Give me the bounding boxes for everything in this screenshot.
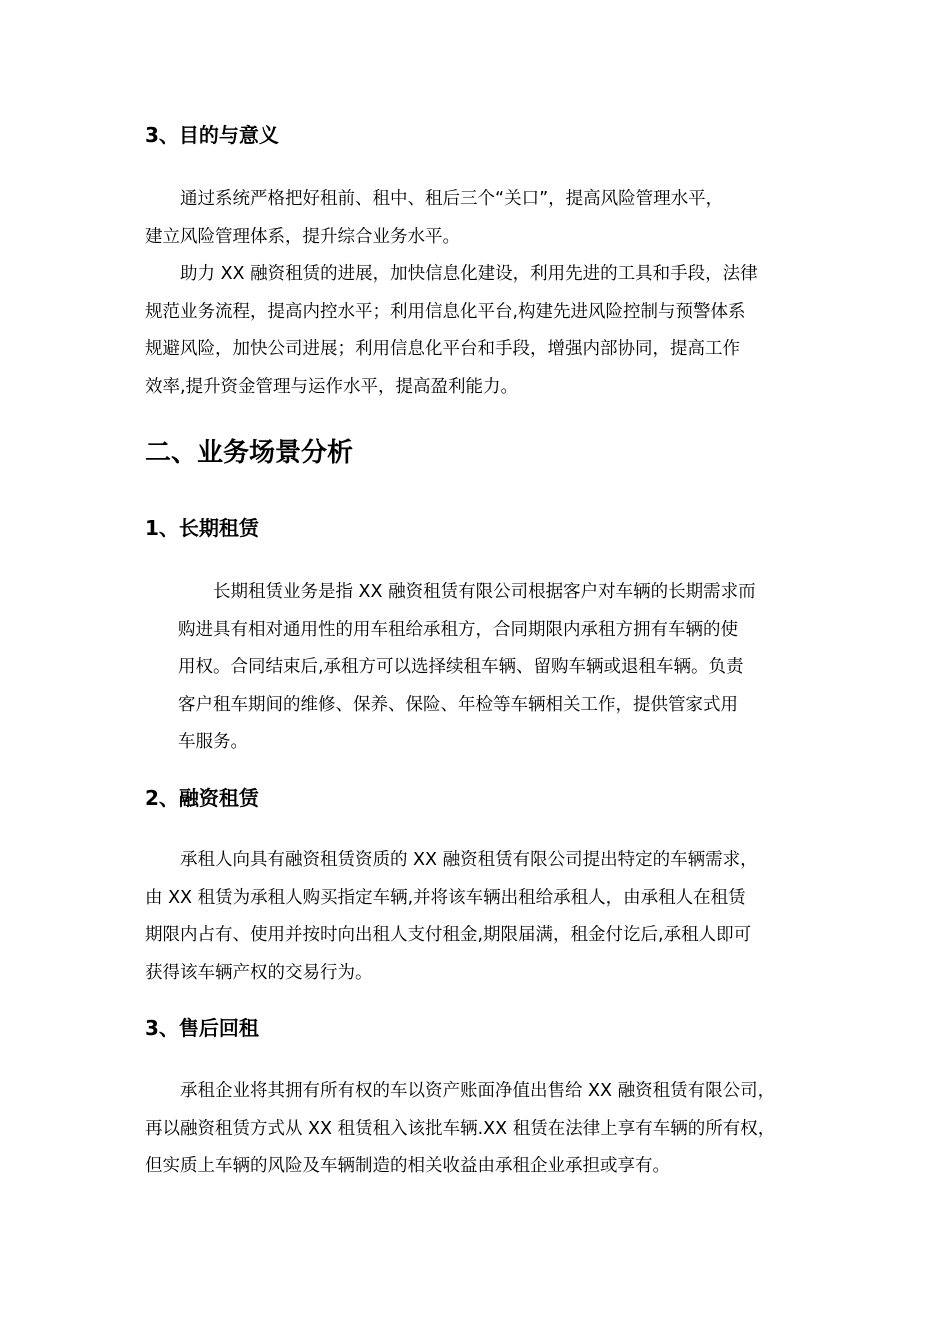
paragraph-line: 再以融资租赁方式从 XX 租赁租入该批车辆.XX 租赁在法律上享有车辆的所有权， bbox=[145, 1118, 776, 1139]
paragraph-line: 效率,提升资金管理与运作水平，提高盈利能力。 bbox=[145, 376, 519, 397]
purpose-paragraph-2 bbox=[145, 256, 758, 406]
paragraph-line: 长期租赁业务是指 XX 融资租赁有限公司根据客户对车辆的长期需求而 bbox=[213, 582, 756, 602]
paragraph-line: 期限内占有、使用并按时向出租人支付租金,期限届满，租金付讫后,承租人即可 bbox=[145, 925, 752, 945]
paragraph-line: 用权。合同结束后,承租方可以选择续租车辆、留购车辆或退租车辆。负责 bbox=[178, 657, 744, 677]
paragraph-line: 由 XX 租赁为承租人购买指定车辆,并将该车辆出租给承租人，由承租人在租赁 bbox=[145, 887, 746, 908]
sale-leaseback-paragraph bbox=[145, 1073, 775, 1186]
section-heading-long-term-lease: 1、长期租赁 bbox=[145, 516, 259, 540]
chapter-heading-business-scenarios: 二、业务场景分析 bbox=[145, 438, 354, 468]
section-heading-sale-leaseback: 3、售后回租 bbox=[145, 1016, 259, 1040]
paragraph-line: 规避风险，加快公司进展；利用信息化平台和手段，增强内部协同，提高工作 bbox=[145, 339, 740, 359]
section-heading-finance-lease: 2、融资租赁 bbox=[145, 786, 259, 810]
paragraph-line: 但实质上车辆的风险及车辆制造的相关收益由承租企业承担或享有。 bbox=[145, 1156, 670, 1176]
paragraph-line: 规范业务流程，提高内控水平；利用信息化平台,构建先进风险控制与预警体系 bbox=[145, 301, 746, 322]
paragraph-line: 通过系统严格把好租前、租中、租后三个“关口”，提高风险管理水平， bbox=[180, 189, 724, 209]
paragraph-line: 承租人向具有融资租赁资质的 XX 融资租赁有限公司提出特定的车辆需求， bbox=[180, 850, 758, 870]
paragraph-line: 建立风险管理体系，提升综合业务水平。 bbox=[145, 226, 460, 247]
finance-lease-paragraph bbox=[145, 842, 758, 992]
section-heading-purpose: 3、目的与意义 bbox=[145, 123, 279, 147]
long-term-lease-paragraph bbox=[178, 574, 756, 762]
paragraph-line: 购进具有相对通用性的用车租给承租方，合同期限内承租方拥有车辆的使 bbox=[178, 619, 738, 640]
purpose-paragraph-1 bbox=[145, 181, 723, 256]
paragraph-line: 获得该车辆产权的交易行为。 bbox=[145, 962, 373, 983]
paragraph-line: 车服务。 bbox=[178, 732, 248, 752]
paragraph-line: 助力 XX 融资租赁的进展，加快信息化建设，利用先进的工具和手段，法律 bbox=[180, 264, 758, 284]
paragraph-line: 承租企业将其拥有所有权的车以资产账面净值出售给 XX 融资租赁有限公司， bbox=[180, 1081, 776, 1101]
paragraph-line: 客户租车期间的维修、保养、保险、年检等车辆相关工作，提供管家式用 bbox=[178, 694, 738, 715]
